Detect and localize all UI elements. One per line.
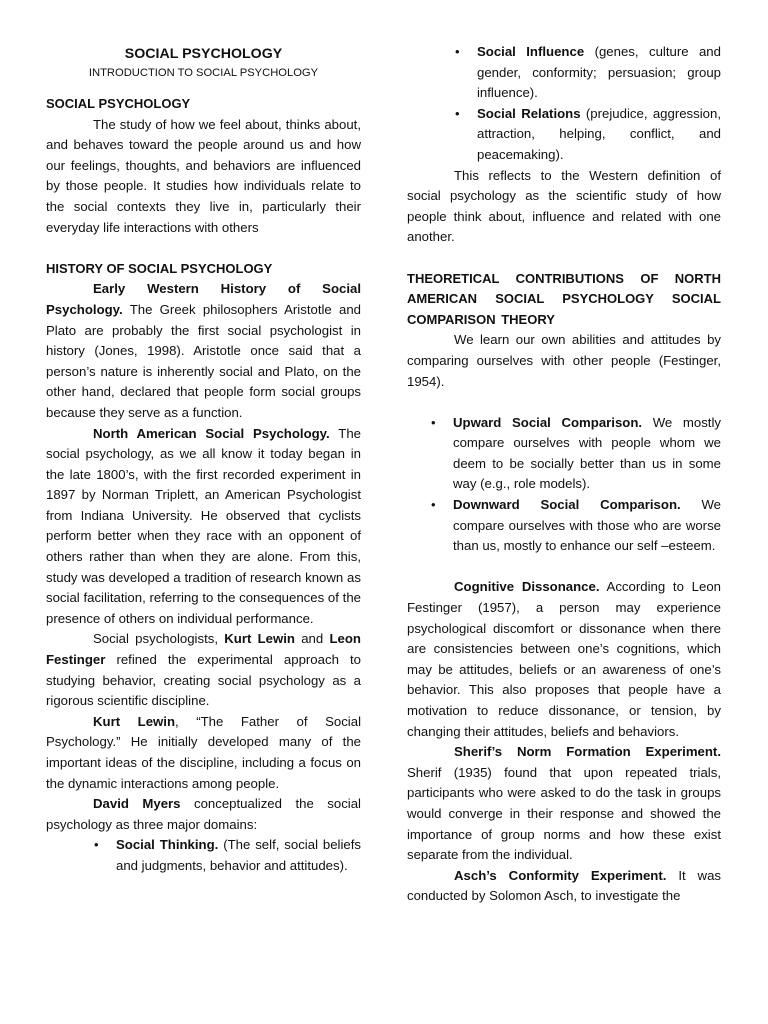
paragraph-western-definition: This reflects to the Western definition of social psychology as the scientific study of how people think about, influence and related with one another. xyxy=(407,167,721,245)
paragraph-text: Social psychologists, xyxy=(93,631,225,647)
bullet-icon: • xyxy=(431,497,436,513)
term-sherif-experiment: Sherif’s Norm Formation Experiment. xyxy=(454,744,721,760)
bullet-icon: • xyxy=(455,44,460,59)
list-item-social-relations xyxy=(455,104,722,166)
bullet-icon: • xyxy=(431,414,436,430)
paragraph-lewin-festinger xyxy=(46,629,361,711)
domains-list-continued xyxy=(407,42,721,166)
spacer xyxy=(407,557,721,578)
term-downward-comparison: Downward Social Comparison. xyxy=(453,497,681,513)
term-social-relations: Social Relations xyxy=(477,105,581,121)
right-column xyxy=(407,42,721,907)
section-heading-social-psychology: SOCIAL PSYCHOLOGY xyxy=(46,96,191,111)
left-column xyxy=(46,43,361,877)
term-north-american: North American Social Psychology. xyxy=(93,425,330,441)
term-social-influence: Social Influence xyxy=(477,44,585,59)
paragraph-text: The social psychology, as we all know it today began in the late 1800’s, with the first recorded experiment in 1897 by Norman Triplett, an American Psychologist from Indiana University. He observed that cyclists perform better when they race with an opponent of others rather than when they are alone. From this, study was developed a tradition of research known as social facilitation, referring to the consequences of the presence of others on individual performance. xyxy=(46,425,361,626)
section-heading-theoretical-contributions: THEORETICAL CONTRIBUTIONS OF NORTH AMERICAN SOCIAL PSYCHOLOGY SOCIAL COMPARISON THEORY xyxy=(407,270,721,327)
paragraph-cognitive-dissonance xyxy=(407,577,721,742)
paragraph-text: According to Leon Festinger (1957), a person may experience psychological discomfort or dissonance when there are consistencies between one’s cognitions, which may be attitudes, beliefs or an awareness of one’s behavior. This also proposes that people have a motivation to reduce dissonance, or tension, by changing their attitudes, beliefs and behaviors. xyxy=(407,579,721,739)
paragraph-north-american xyxy=(46,424,361,630)
definition-paragraph: The study of how we feel about, thinks about, and behaves toward the people around us and how our feelings, thoughts, and behaviors are influenced by those people. It studies how individuals relate to the social contexts they live in, particularly their everyday life interactions with others xyxy=(46,116,361,235)
section-heading-history: HISTORY OF SOCIAL PSYCHOLOGY xyxy=(46,260,273,276)
comparison-list xyxy=(407,413,721,557)
paragraph-sherif-experiment xyxy=(407,742,721,866)
bullet-icon: • xyxy=(455,105,460,121)
spacer xyxy=(407,248,721,269)
spacer xyxy=(46,238,361,259)
list-item-social-influence xyxy=(455,42,721,104)
list-item-downward-comparison xyxy=(431,495,721,557)
bullet-icon: • xyxy=(94,837,99,853)
list-item-text: (genes, culture and gender, conformity; persuasion; group influence). xyxy=(477,44,721,101)
paragraph-text: The Greek philosophers Aristotle and Plato are probably the first social psychologist in history (Jones, 1998). Aristotle once said that a person’s nature is inherently social and Plato, on the other hand, declared that people form social groups because they serve as a function. xyxy=(46,301,361,420)
list-item-upward-comparison xyxy=(431,413,721,495)
document-title: SOCIAL PSYCHOLOGY xyxy=(124,46,283,62)
list-item-text: (The self, social beliefs and judgments, behavior and attitudes). xyxy=(116,837,361,873)
paragraph-text: It was conducted by Solomon Asch, to investigate the xyxy=(407,867,722,904)
paragraph-text: Sherif (1935) found that upon repeated trials, participants who were asked to do the task in groups would converge in their response and showed the importance of group norms and how these exist separate from the individual. xyxy=(407,764,721,863)
term-leon-festinger: Leon Festinger xyxy=(46,631,361,668)
term-asch-experiment: Asch’s Conformity Experiment. xyxy=(454,867,667,883)
document-subtitle: INTRODUCTION TO SOCIAL PSYCHOLOGY xyxy=(88,67,319,79)
paragraph-text: , “The Father of Social Psychology.” He initially developed many of the important ideas of the discipline, including a focus on the dynamic interactions among people. xyxy=(46,713,361,791)
list-item-text: We mostly compare ourselves with people whom we deem to be socially better than us in some way (e.g., role models). xyxy=(453,414,721,492)
list-item-social-thinking xyxy=(94,835,361,876)
paragraph-kurt-lewin xyxy=(46,712,361,794)
term-kurt-lewin: Kurt Lewin xyxy=(224,631,295,647)
domains-list xyxy=(46,835,361,876)
paragraph-text: refined the experimental approach to studying behavior, creating social psychology as a rigorous scientific discipline. xyxy=(46,652,361,709)
term-kurt-lewin-father: Kurt Lewin xyxy=(93,713,176,729)
term-early-western: Early Western History of Social Psychology. xyxy=(46,281,361,317)
paragraph-david-myers xyxy=(46,794,361,835)
paragraph-asch-experiment xyxy=(407,866,721,907)
term-social-thinking: Social Thinking. xyxy=(116,837,219,853)
list-item-text: (prejudice, aggression, attraction, helping, conflict, and peacemaking). xyxy=(477,105,722,162)
term-cognitive-dissonance: Cognitive Dissonance. xyxy=(454,579,600,595)
term-upward-comparison: Upward Social Comparison. xyxy=(453,414,643,430)
list-item-text: We compare ourselves with those who are worse than us, mostly to enhance our self –esteem. xyxy=(453,497,721,554)
paragraph-social-comparison: We learn our own abilities and attitudes by comparing ourselves with other people (Festinger, 1954). xyxy=(407,332,721,389)
spacer xyxy=(407,392,721,413)
paragraph-early-western xyxy=(46,279,361,423)
paragraph-text: and xyxy=(294,631,330,647)
paragraph-text: conceptualized the social psychology as three major domains: xyxy=(46,796,361,832)
term-david-myers: David Myers xyxy=(93,796,181,812)
